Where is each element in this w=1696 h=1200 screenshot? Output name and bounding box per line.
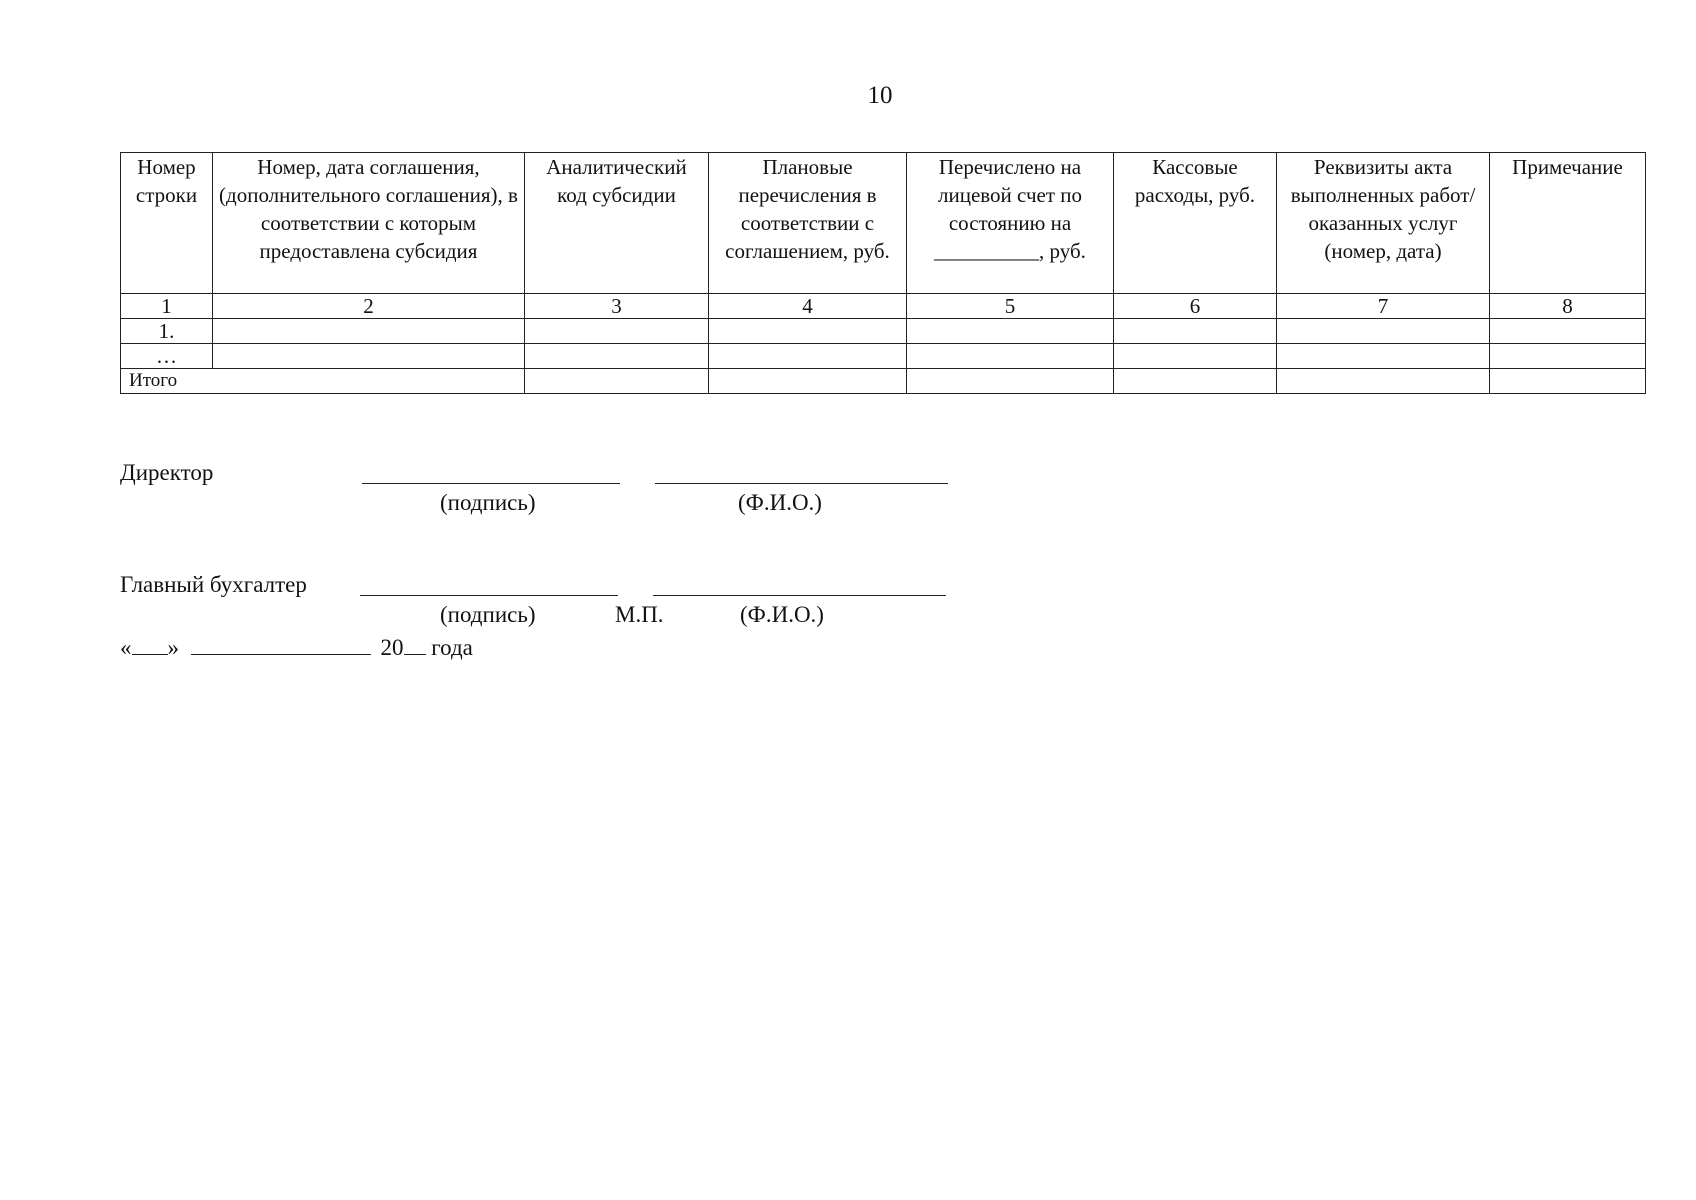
subsidy-report-table [120, 152, 1646, 394]
table-cell [1114, 369, 1277, 394]
table-cell [525, 344, 709, 369]
table-row [121, 319, 1646, 344]
table-cell [1114, 319, 1277, 344]
total-label: Итого [121, 369, 525, 394]
table-cell [709, 344, 907, 369]
column-number: 3 [525, 294, 709, 319]
page-number: 10 [867, 82, 893, 109]
column-number: 7 [1277, 294, 1490, 319]
table-cell [1490, 369, 1646, 394]
table-cell [213, 319, 525, 344]
table-cell [1277, 344, 1490, 369]
director-name-caption: (Ф.И.О.) [738, 490, 822, 515]
table-cell [1277, 369, 1490, 394]
total-row [121, 369, 1646, 394]
accountant-signature-line [360, 595, 618, 596]
column-number: 5 [907, 294, 1114, 319]
director-label: Директор [120, 460, 214, 485]
month-blank [191, 632, 371, 655]
date-line [120, 632, 473, 661]
header-act-details: Реквизиты акта выполненных работ/оказанных услуг (номер, дата) [1277, 153, 1490, 294]
table-cell [1114, 344, 1277, 369]
seal-label: М.П. [615, 602, 664, 627]
column-number: 4 [709, 294, 907, 319]
column-number-row [121, 294, 1646, 319]
header-planned-transfers: Плановые перечисления в соответствии с соглашением, руб. [709, 153, 907, 294]
date-open-quote: « [120, 635, 132, 660]
table-cell [1490, 344, 1646, 369]
table-cell [907, 344, 1114, 369]
chief-accountant-label: Главный бухгалтер [120, 572, 307, 597]
column-number: 6 [1114, 294, 1277, 319]
day-blank [132, 632, 168, 655]
accountant-name-line [653, 595, 946, 596]
header-row-number: Номер строки [121, 153, 213, 294]
header-cash-expenses: Кассовые расходы, руб. [1114, 153, 1277, 294]
column-number: 8 [1490, 294, 1646, 319]
date-close-quote: » [167, 635, 179, 660]
table-cell [709, 369, 907, 394]
accountant-name-caption: (Ф.И.О.) [740, 602, 824, 627]
header-agreement: Номер, дата соглашения, (дополнительного соглашения), в соответствии с которым предоставлена субсидия [213, 153, 525, 294]
director-signature-line [362, 483, 620, 484]
table-row [121, 344, 1646, 369]
header-transferred: Перечислено на лицевой счет по состоянию на __________, руб. [907, 153, 1114, 294]
column-number: 2 [213, 294, 525, 319]
header-note: Примечание [1490, 153, 1646, 294]
table-cell [907, 369, 1114, 394]
accountant-signature-caption: (подпись) [440, 602, 536, 627]
year-prefix: 20 [380, 635, 404, 660]
table-cell [525, 369, 709, 394]
row-number: … [121, 344, 213, 369]
director-name-line [655, 483, 948, 484]
table-cell [907, 319, 1114, 344]
table-cell [1277, 319, 1490, 344]
table-cell [709, 319, 907, 344]
table-header-row [121, 153, 1646, 294]
director-signature-caption: (подпись) [440, 490, 536, 515]
column-number: 1 [121, 294, 213, 319]
row-number: 1. [121, 319, 213, 344]
year-blank [404, 632, 426, 655]
year-suffix: года [431, 635, 473, 660]
table-cell [525, 319, 709, 344]
table-cell [1490, 319, 1646, 344]
header-analytic-code: Аналитический код субсидии [525, 153, 709, 294]
table-cell [213, 344, 525, 369]
